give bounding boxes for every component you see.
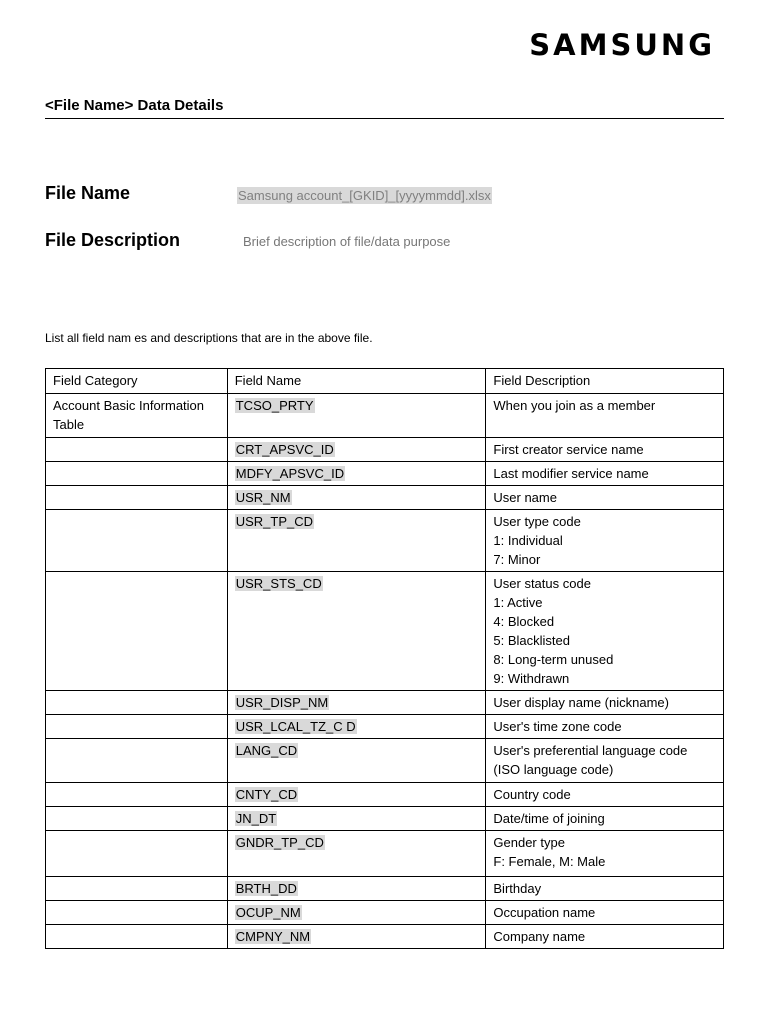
field-description-line: Country code (493, 787, 571, 802)
table-row (46, 831, 724, 877)
field-category-cell (46, 831, 228, 877)
table-row (46, 877, 724, 901)
table-row (46, 739, 724, 783)
field-name-cell (227, 715, 486, 739)
field-description-line: Gender type (493, 835, 565, 850)
field-name-cell (227, 807, 486, 831)
field-name-text: USR_NM (235, 490, 291, 505)
field-name-cell (227, 691, 486, 715)
field-name-cell (227, 486, 486, 510)
field-name-text: USR_DISP_NM (235, 695, 329, 710)
table-row (46, 462, 724, 486)
field-name-text: MDFY_APSVC_ID (235, 466, 345, 481)
field-description-cell (486, 486, 724, 510)
field-category-cell (46, 877, 228, 901)
field-name-text: GNDR_TP_CD (235, 835, 324, 850)
field-name-text: LANG_CD (235, 743, 298, 758)
table-row (46, 691, 724, 715)
field-name-cell (227, 394, 486, 438)
field-description-cell (486, 783, 724, 807)
field-description-line: User status code (493, 576, 591, 591)
field-name-text: USR_TP_CD (235, 514, 314, 529)
field-name-cell (227, 510, 486, 572)
field-name-cell (227, 925, 486, 949)
field-description-cell (486, 715, 724, 739)
file-description-label: File Description (45, 230, 181, 250)
field-category-cell: Account Basic Information Table (46, 394, 228, 438)
field-description-line: User display name (nickname) (493, 695, 669, 710)
field-category-cell (46, 783, 228, 807)
field-description-cell (486, 394, 724, 438)
field-category-cell (46, 462, 228, 486)
field-description-cell (486, 572, 724, 691)
field-description-line: When you join as a member (493, 398, 656, 413)
field-description-cell (486, 739, 724, 783)
field-description-line: Company name (493, 929, 586, 944)
field-name-cell (227, 739, 486, 783)
table-row (46, 807, 724, 831)
file-name-value: Samsung account_[GKID]_[yyyymmdd].xlsx (238, 188, 491, 203)
field-description-line: 4: Blocked (493, 614, 555, 629)
field-table (45, 368, 724, 949)
field-name-cell (227, 901, 486, 925)
table-row (46, 901, 724, 925)
field-description-line: Occupation name (493, 905, 596, 920)
table-header-row (46, 369, 724, 394)
field-description-line: User type code (493, 514, 581, 529)
field-name-cell (227, 438, 486, 462)
field-description-line: 1: Individual (493, 533, 563, 548)
field-description-line: 9: Withdrawn (493, 671, 570, 686)
field-description-line: Date/time of joining (493, 811, 605, 826)
field-description-cell (486, 831, 724, 877)
samsung-logo: SAMSUNG (529, 28, 715, 62)
field-description-cell (486, 877, 724, 901)
field-name-cell (227, 783, 486, 807)
field-category-cell (46, 438, 228, 462)
field-name-cell (227, 572, 486, 691)
field-category-cell (46, 691, 228, 715)
field-category-cell (46, 510, 228, 572)
table-row (46, 510, 724, 572)
field-name-text: CMPNY_NM (235, 929, 311, 944)
table-row (46, 715, 724, 739)
field-description-line: 7: Minor (493, 552, 541, 567)
field-name-text: OCUP_NM (235, 905, 301, 920)
field-description-cell (486, 438, 724, 462)
table-row (46, 925, 724, 949)
field-description-line: Birthday (493, 881, 542, 896)
field-description-cell (486, 462, 724, 486)
field-category-cell (46, 715, 228, 739)
field-description-cell (486, 925, 724, 949)
file-name-label: File Name (45, 183, 131, 203)
field-category-cell (46, 807, 228, 831)
field-name-text: USR_LCAL_TZ_C D (235, 719, 356, 734)
table-row (46, 486, 724, 510)
header-field-category: Field Category (46, 369, 228, 394)
table-row (46, 438, 724, 462)
field-name-text: CNTY_CD (235, 787, 298, 802)
header-field-description: Field Description (486, 369, 724, 394)
table-row (46, 572, 724, 691)
field-name-text: TCSO_PRTY (235, 398, 314, 413)
field-name-cell (227, 462, 486, 486)
field-description-line: User's preferential language code (ISO language code) (493, 743, 688, 777)
field-description-line: 8: Long-term unused (493, 652, 614, 667)
field-name-text: JN_DT (235, 811, 277, 826)
field-name-cell (227, 831, 486, 877)
header-field-name: Field Name (227, 369, 486, 394)
field-description-line: User's time zone code (493, 719, 622, 734)
field-description-line: F: Female, M: Male (493, 854, 606, 869)
field-description-cell (486, 901, 724, 925)
field-category-cell (46, 486, 228, 510)
field-description-cell (486, 807, 724, 831)
field-category-cell (46, 572, 228, 691)
table-row (46, 783, 724, 807)
field-category-cell (46, 925, 228, 949)
intro-text: List all field nam es and descriptions that are in the above file. (45, 331, 373, 345)
field-category-cell (46, 739, 228, 783)
field-name-text: USR_STS_CD (235, 576, 322, 591)
field-name-text: CRT_APSVC_ID (235, 442, 334, 457)
field-description-cell (486, 510, 724, 572)
field-description-line: First creator service name (493, 442, 644, 457)
field-description-line: User name (493, 490, 557, 505)
field-description-line: 1: Active (493, 595, 543, 610)
document-title: <File Name> Data Details (45, 97, 724, 119)
field-description-cell (486, 691, 724, 715)
table-row (46, 394, 724, 438)
field-name-text: BRTH_DD (235, 881, 297, 896)
field-description-line: 5: Blacklisted (493, 633, 570, 648)
field-description-line: Last modifier service name (493, 466, 649, 481)
field-category-cell (46, 901, 228, 925)
field-name-cell (227, 877, 486, 901)
file-description-value: Brief description of file/data purpose (243, 234, 451, 249)
